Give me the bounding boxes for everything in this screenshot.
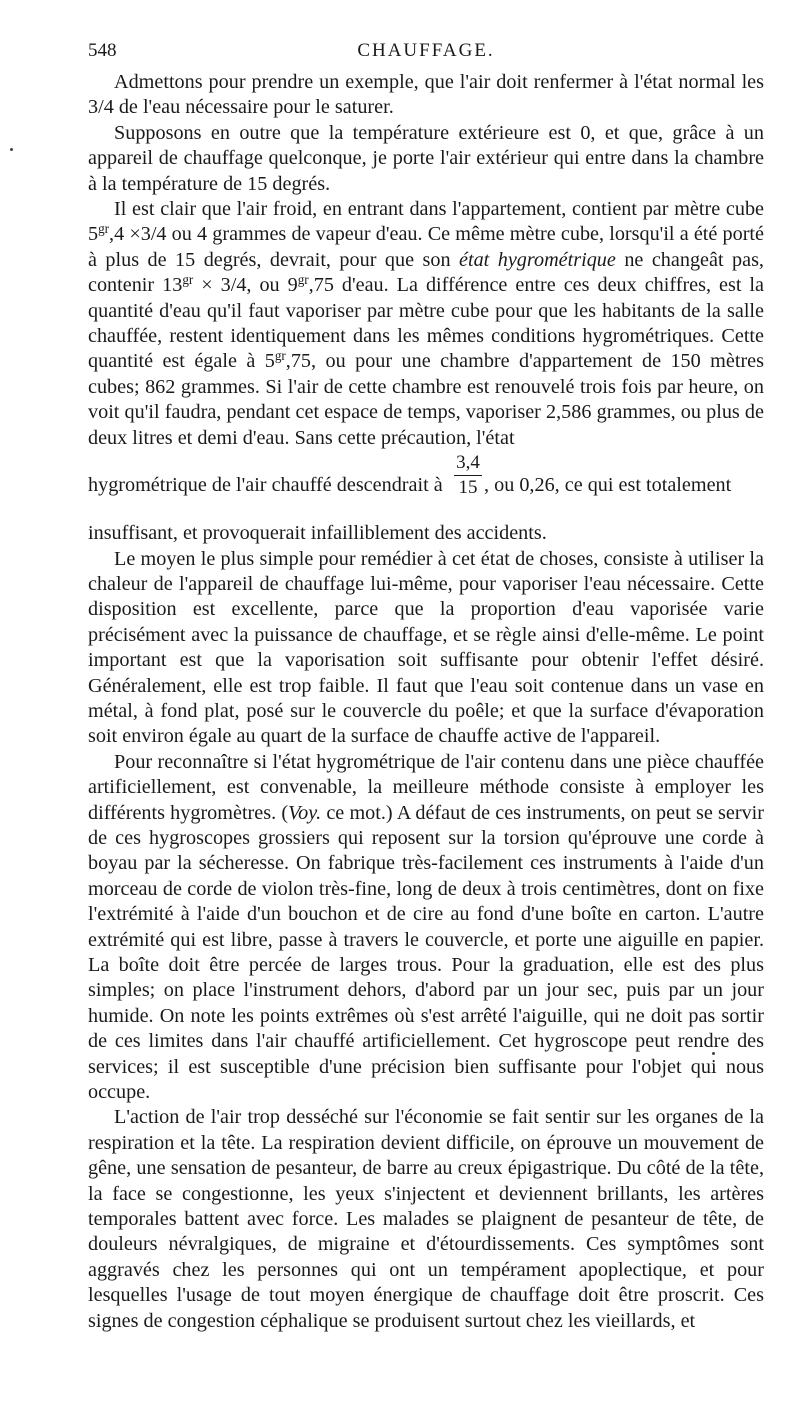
print-speck	[10, 148, 13, 151]
page-number: 548	[88, 40, 117, 61]
paragraph-2: Supposons en outre que la température extérieure est 0, et que, grâce à un appareil de chauffage quelconque, je porte l'air extérieur qui entre dans la chambre à la température de 15 degrés.	[88, 121, 764, 195]
fraction-denominator: 15	[458, 477, 478, 499]
italic-abbrev: Voy.	[288, 801, 322, 824]
fraction-line-left: hygrométrique de l'air chauffé descendrait à	[88, 474, 443, 497]
paragraph-3: Il est clair que l'air froid, en entrant dans l'appartement, contient par mètre cube $5^{gr},4 \times 3/4$ ou 4 grammes de vapeur d'eau. Ce même mètre cube, lorsqu'il a été porté à plus de 15 degrés, devrait, pour que son état hygrométrique ne changeât pas, contenir $13^{gr} \times 3/4$, ou $9^{gr},75$ d'eau. La différence entre ces deux chiffres, est la quantité d'eau qu'il faut vaporiser par mètre cube pour que les habitants de la salle chauffée, restent identiquement dans les mêmes conditions hygrométriques. Cette quantité est égale à $5^{gr},75$, ou pour une chambre d'appartement de 150 mètres cubes; 862 grammes. Si l'air de cette chambre est renouvelé trois fois par heure, on voit qu'il faudra, pendant cet espace de temps, vaporiser 2,586 grammes, ou plus de deux litres et demi d'eau. Sans cette précaution, l'état	[88, 198, 764, 449]
page-body	[88, 70, 764, 1334]
paragraph-6: L'action de l'air trop desséché sur l'économie se fait sentir sur les organes de la respiration et la tête. La respiration devient difficile, on éprouve un mouvement de gêne, une sensation de pesanteur, de barre au creux épigastrique. Du côté de la tête, la face se congestionne, les yeux s'injectent et deviennent brillants, les artères temporales battent avec force. Les malades se plaignent de pesanteur de tête, de douleurs névralgiques, de migraine et d'étourdissements. Ces symptômes sont aggravés chez les personnes qui ont un tempérament apoplectique, et pour lesquelles l'usage de tout moyen énergique de chauffage doit être proscrit. Ces signes de congestion céphalique se produisent surtout chez les vieillards, et	[88, 1106, 764, 1332]
paragraph-5: Pour reconnaître si l'état hygrométrique de l'air contenu dans une pièce chauffée artificiellement, est convenable, la meilleure méthode consiste à employer les différents hygromètres. (Voy. ce mot.) A défaut de ces instruments, on peut se servir de ces hygroscopes grossiers qui reposent sur la torsion qu'éprouve une corde à boyau par la sécheresse. On fabrique très-facilement ces instruments à l'aide d'un morceau de corde de violon très-fine, long de deux à trois centimètres, dont on fixe l'extrémité à l'aide d'un bouchon et de cire au fond d'une boîte en carton. L'autre extrémité qui est libre, passe à travers le couvercle, et porte une aiguille en papier. La boîte doit être percée de larges trous. Pour la graduation, elle est des plus simples; on place l'instrument dehors, d'abord par un jour sec, puis par un jour humide. On note les points extrêmes où s'est arrêté l'aiguille, qui ne doit pas sortir de ces limites dans l'air chauffé artificiellement. Cet hygroscope peut rendre des services; il est susceptible d'une précision bien suffisante pour l'objet qui nous occupe.	[88, 750, 764, 1104]
paragraph-4: Le moyen le plus simple pour remédier à cet état de choses, consiste à utiliser la chaleur de l'appareil de chauffage lui-même, pour vaporiser l'eau nécessaire. Cette disposition est excellente, parce que la proportion d'eau vaporisée varie précisément avec la puissance de chauffage, et se règle ainsi d'elle-même. Le point important est que la vaporisation soit suffisante pour obtenir l'effet désiré. Généralement, elle est trop faible. Il faut que l'eau soit contenue dans un vase en métal, à fond plat, posé sur le couvercle du poêle; et que la surface d'évaporation soit environ égale au quart de la surface de chauffe active de l'appareil.	[88, 547, 764, 748]
running-title: CHAUFFAGE.	[357, 40, 495, 61]
page-header	[88, 40, 764, 68]
paragraph-3-end: insuffisant, et provoquerait infailliblement des accidents.	[88, 522, 547, 545]
fraction-numerator: 3,4	[454, 451, 482, 476]
paragraph-1: Admettons pour prendre un exemple, que l'air doit renfermer à l'état normal les 3/4 de l'eau nécessaire pour le saturer.	[88, 71, 764, 119]
fraction	[454, 451, 482, 500]
print-speck	[712, 1052, 715, 1055]
fraction-line	[88, 451, 764, 521]
italic-term: état hygrométrique	[459, 248, 616, 271]
fraction-line-right: , ou 0,26, ce qui est totalement	[484, 474, 732, 497]
